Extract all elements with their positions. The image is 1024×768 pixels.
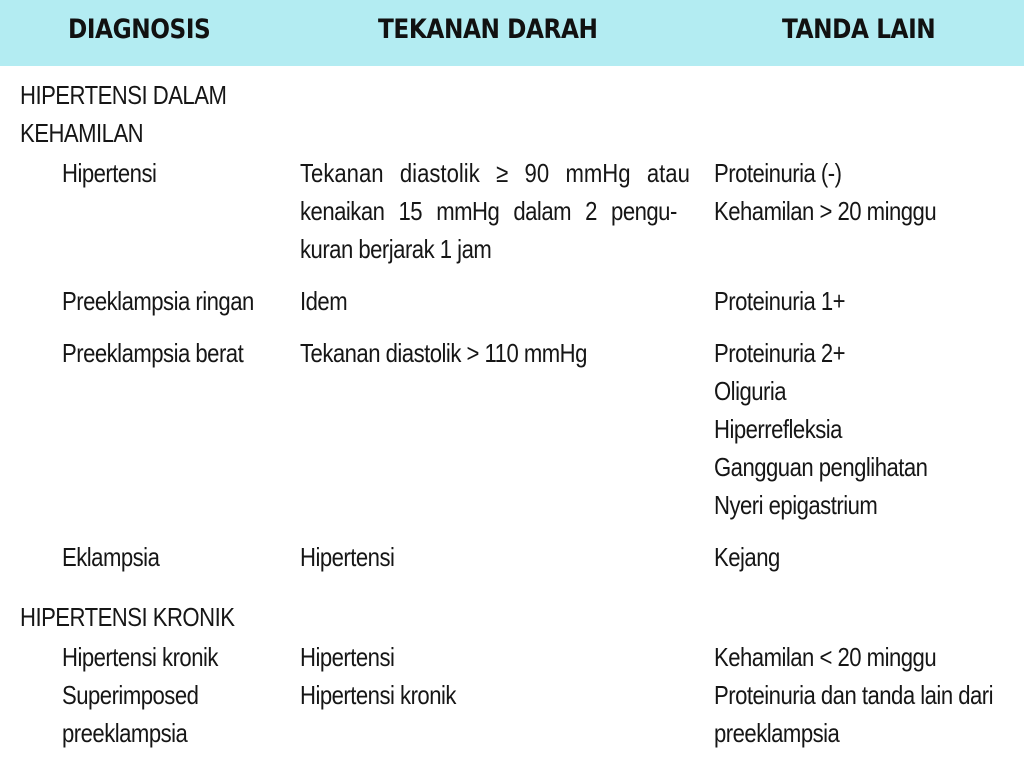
row-sign-hipertensi-2: Kehamilan > 20 minggu bbox=[714, 196, 937, 226]
row-diagnosis-preeklampsia-ringan: Preeklampsia ringan bbox=[62, 286, 254, 316]
header-blood-pressure: TEKANAN DARAH bbox=[378, 14, 598, 45]
row-sign-hipertensi-1: Proteinuria (-) bbox=[714, 158, 842, 188]
header-other-signs: TANDA LAIN bbox=[782, 14, 936, 45]
section-title-pregnancy: HIPERTENSI DALAM bbox=[20, 80, 227, 110]
row-diagnosis-hipertensi: Hipertensi bbox=[62, 158, 157, 188]
row-sign-preeklampsia-berat-3: Hiperrefleksia bbox=[714, 414, 842, 444]
row-diagnosis-superimposed-1: Superimposed bbox=[62, 680, 199, 710]
row-pressure-hipertensi-line3: kuran berjarak 1 jam bbox=[300, 234, 492, 264]
row-pressure-hipertensi-line1 bbox=[300, 154, 692, 192]
row-sign-preeklampsia-berat-4: Gangguan penglihatan bbox=[714, 452, 928, 482]
row-diagnosis-superimposed-2: preeklampsia bbox=[62, 718, 188, 748]
row-pressure-preeklampsia-berat: Tekanan diastolik > 110 mmHg bbox=[300, 338, 587, 368]
table-header bbox=[0, 0, 1024, 66]
row-pressure-preeklampsia-ringan: Idem bbox=[300, 286, 348, 316]
row-sign-preeklampsia-ringan: Proteinuria 1+ bbox=[714, 286, 846, 316]
row-sign-preeklampsia-berat-2: Oliguria bbox=[714, 376, 787, 406]
row-sign-preeklampsia-berat-1: Proteinuria 2+ bbox=[714, 338, 846, 368]
row-sign-superimposed-2: preeklampsia bbox=[714, 718, 840, 748]
row-pressure-superimposed: Hipertensi kronik bbox=[300, 680, 456, 710]
section-title-pregnancy-cont: KEHAMILAN bbox=[20, 118, 144, 148]
row-sign-hipertensi-kronik: Kehamilan < 20 minggu bbox=[714, 642, 937, 672]
row-pressure-hipertensi-kronik: Hipertensi bbox=[300, 642, 395, 672]
row-sign-superimposed-1: Proteinuria dan tanda lain dari bbox=[714, 680, 994, 710]
header-diagnosis: DIAGNOSIS bbox=[68, 14, 211, 45]
row-sign-preeklampsia-berat-5: Nyeri epigastrium bbox=[714, 490, 878, 520]
row-pressure-eklampsia: Hipertensi bbox=[300, 542, 395, 572]
pressure-text: Tekanan diastolik ≥ 90 mmHg atau bbox=[300, 158, 690, 188]
row-sign-eklampsia: Kejang bbox=[714, 542, 780, 572]
section-title-chronic: HIPERTENSI KRONIK bbox=[20, 602, 235, 632]
row-diagnosis-preeklampsia-berat: Preeklampsia berat bbox=[62, 338, 244, 368]
row-diagnosis-hipertensi-kronik: Hipertensi kronik bbox=[62, 642, 218, 672]
row-pressure-hipertensi-line2: kenaikan 15 mmHg dalam 2 pengu- bbox=[300, 196, 677, 226]
row-diagnosis-eklampsia: Eklampsia bbox=[62, 542, 160, 572]
